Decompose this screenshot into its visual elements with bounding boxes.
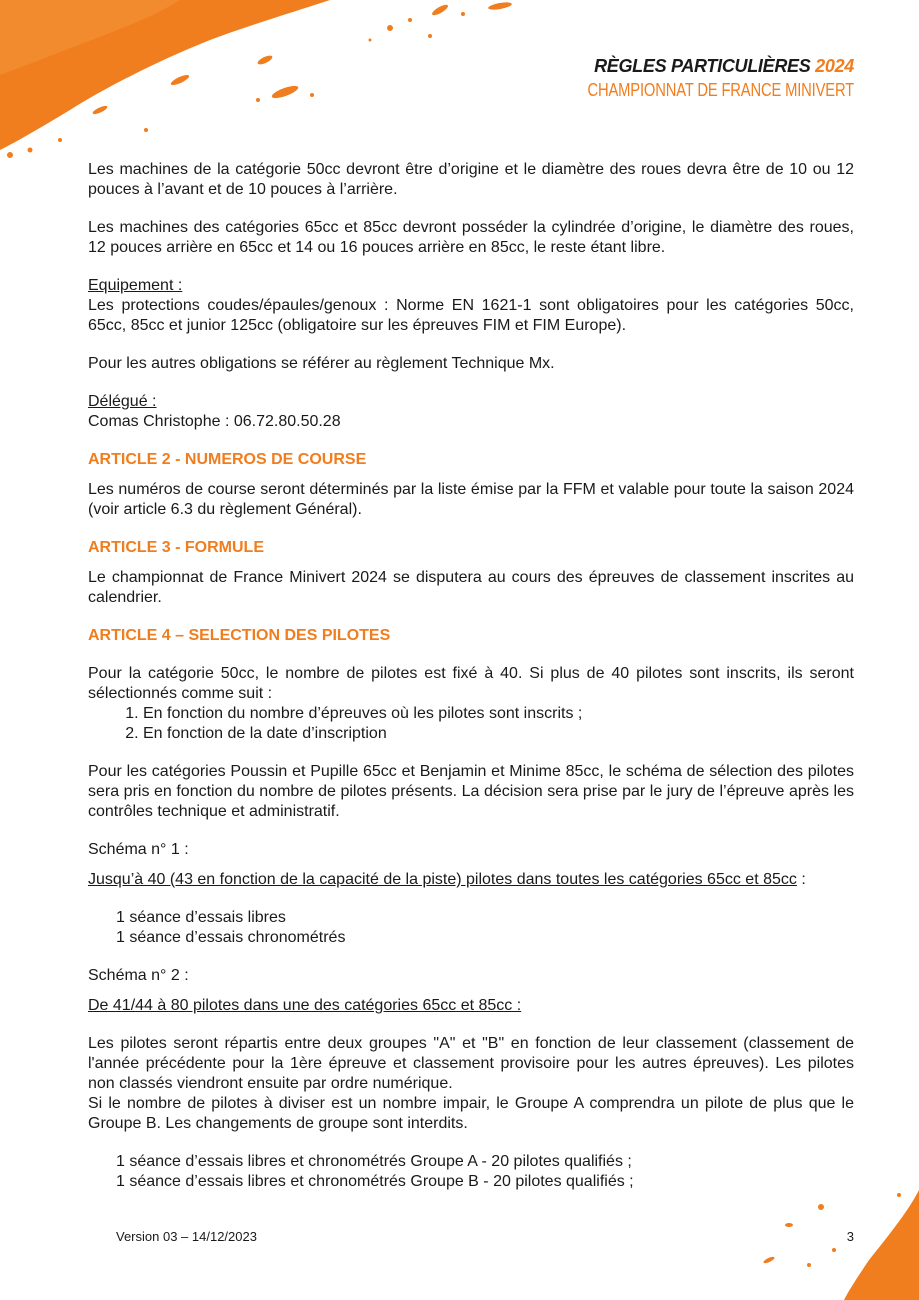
article-2-heading: ARTICLE 2 - NUMEROS DE COURSE (88, 451, 367, 468)
schema-2-paragraph-1: Les pilotes seront répartis entre deux groupes "A" et "B" en fonction de leur classement (classement de l'année précédente pour la 1ère épreuve et classement provisoire pour les autres épreuves). Les pilotes non classés viendront ensuite par ordre numérique. (88, 1035, 854, 1092)
article-2-text: Les numéros de course seront déterminés par la liste émise par la FFM et valable pour toute la saison 2024 (voir article 6.3 du règlement Général). (88, 481, 854, 518)
schema-2-label: Schéma n° 2 : (88, 967, 189, 984)
delegue-label: Délégué : (88, 393, 157, 410)
paragraph-65-85cc: Les machines des catégories 65cc et 85cc devront posséder la cylindrée d’origine, le diamètre des roues, 12 pouces arrière en 65cc et 14 ou 16 pouces arrière en 85cc, le reste étant libre. (88, 219, 854, 256)
list-item: 1. En fonction du nombre d’épreuves où les pilotes sont inscrits ; (143, 704, 854, 724)
article-3-heading: ARTICLE 3 - FORMULE (88, 539, 264, 556)
schema-2-paragraph-2: Si le nombre de pilotes à diviser est un nombre impair, le Groupe A comprendra un pilote de plus que le Groupe B. Les changements de groupe sont interdits. (88, 1095, 854, 1132)
header-title (594, 56, 854, 77)
header-title-year: 2024 (815, 56, 854, 76)
header-brush-decoration (0, 0, 530, 170)
article-4-heading: ARTICLE 4 – SELECTION DES PILOTES (88, 627, 391, 644)
schema-1-condition-text: Jusqu’à 40 (43 en fonction de la capacité de la piste) pilotes dans toutes les catégories 65cc et 85cc (88, 871, 797, 888)
footer-version: Version 03 – 14/12/2023 (116, 1229, 257, 1244)
article-4-paragraph-1: Pour la catégorie 50cc, le nombre de pilotes est fixé à 40. Si plus de 40 pilotes sont inscrits, ils seront sélectionnés comme suit : (88, 665, 854, 702)
article-4-paragraph-2: Pour les catégories Poussin et Pupille 65cc et Benjamin et Minime 85cc, le schéma de sélection des pilotes sera pris en fonction du nombre de pilotes présents. La décision sera prise par le jury de l’épreuve après les contrôles technique et administratif. (88, 763, 854, 820)
article-3-text: Le championnat de France Minivert 2024 se disputera au cours des épreuves de classement inscrites au calendrier. (88, 569, 854, 606)
list-item: 1 séance d’essais libres et chronométrés Groupe A - 20 pilotes qualifiés ; (116, 1153, 632, 1170)
article-4-list (88, 704, 854, 744)
page-number: 3 (846, 1229, 854, 1244)
equipement-label: Equipement : (88, 277, 183, 294)
list-item: 1 séance d’essais libres et chronométrés Groupe B - 20 pilotes qualifiés ; (116, 1173, 634, 1190)
footer-brush-decoration (749, 1190, 919, 1300)
schema-1-condition (88, 870, 854, 890)
equipement-text: Les protections coudes/épaules/genoux : Norme EN 1621-1 sont obligatoires pour les catégories 50cc, 65cc, 85cc et junior 125cc (obligatoire sur les épreuves FIM et FIM Europe). (88, 297, 854, 334)
list-item: 1 séance d’essais chronométrés (116, 929, 346, 946)
delegue-text: Comas Christophe : 06.72.80.50.28 (88, 413, 341, 430)
paragraph-50cc: Les machines de la catégorie 50cc devront être d’origine et le diamètre des roues devra être de 10 ou 12 pouces à l’avant et de 10 pouces à l’arrière. (88, 161, 854, 198)
schema-2-condition: De 41/44 à 80 pilotes dans une des catégories 65cc et 85cc : (88, 997, 522, 1014)
header-title-main: RÈGLES PARTICULIÈRES (594, 56, 811, 76)
list-item: 1 séance d’essais libres (116, 909, 286, 926)
header-subtitle: CHAMPIONNAT DE FRANCE MINIVERT (587, 80, 854, 100)
schema-1-condition-suffix: : (796, 871, 806, 888)
schema-1-label: Schéma n° 1 : (88, 841, 189, 858)
autres-obligations: Pour les autres obligations se référer au règlement Technique Mx. (88, 355, 555, 372)
document-body (88, 160, 854, 1192)
list-item: 2. En fonction de la date d’inscription (143, 724, 854, 744)
